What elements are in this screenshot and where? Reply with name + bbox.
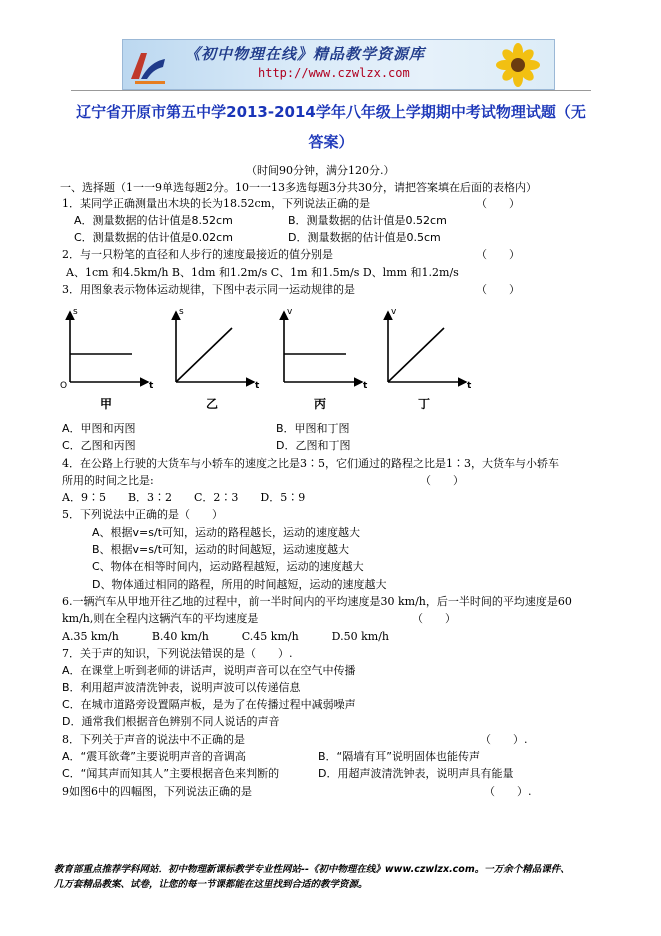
graph-3-y-label: v	[287, 307, 293, 317]
q1-option-d: D．测量数据的估计值是0.5cm	[288, 231, 441, 244]
question-1-stem: 1．某同学正确测量出木块的长为18.52cm，下列说法正确的是	[62, 197, 371, 210]
question-4-line-1: 4．在公路上行驶的大货车与小轿车的速度之比是3∶5，它们通过的路程之比是1∶3，大货车与小轿车	[62, 457, 559, 470]
q5-option-a: A、根据v=s/t可知，运动的路程越长，运动的速度越大	[92, 526, 360, 539]
question-1-blank: （ ）	[476, 197, 520, 210]
header-banner	[122, 39, 555, 90]
sunflower-icon	[488, 42, 548, 88]
q2-options: A、1cm 和4.5km/h B、1dm 和1.2m/s C、1m 和1.5m/s D、lmm 和1.2m/s	[66, 266, 459, 279]
q5-option-b: B、根据v=s/t可知，运动的时间越短，运动速度越大	[92, 543, 350, 556]
graph-1-y-label: s	[73, 307, 78, 317]
q4-options: A．9∶5 B．3∶2 C．2∶3 D．5∶9	[62, 491, 306, 504]
graph-2-name: 乙	[205, 397, 219, 411]
section-heading: 一、选择题（1一一9单选每题2分。10一一13多选每题3分共30分，请把答案填在后面的表格内）	[60, 181, 537, 194]
q8-option-c: C．“闻其声而知其人”主要根据音色来判断的	[62, 767, 280, 780]
graph-4-y-label: v	[391, 307, 397, 317]
graph-1-origin-label: O	[60, 381, 68, 391]
question-6-blank: （ ）	[412, 612, 456, 625]
q3-option-c: C．乙图和丙图	[62, 439, 136, 452]
exam-info: （时间90分钟，满分120分.）	[246, 164, 395, 177]
footer-line-1: 教育部重点推荐学科网站．初中物理新课标教学专业性网站--《初中物理在线》www.czwlzx.com。一万余个精品课件、	[54, 864, 570, 875]
graph-2-plot-line	[176, 328, 232, 382]
q8-option-d: D．用超声波清洗钟表，说明声具有能量	[318, 767, 514, 780]
question-2-blank: （ ）	[476, 248, 520, 261]
question-7-stem: 7．关于声的知识，下列说法错误的是（ ）.	[62, 647, 293, 660]
graph-3-name: 丙	[313, 397, 327, 411]
question-6-line-1: 6.一辆汽车从甲地开往乙地的过程中，前一半时间内的平均速度是30 km/h，后一半时间的平均速度是60	[62, 595, 572, 608]
page-footer	[54, 862, 634, 892]
question-8-stem: 8．下列关于声音的说法中不正确的是	[62, 733, 245, 746]
motion-graphs-figure	[58, 300, 498, 418]
q1-option-c: C．测量数据的估计值是0.02cm	[74, 231, 233, 244]
graph-2-x-label: t	[255, 381, 260, 391]
graph-3-x-label: t	[363, 381, 368, 391]
title-line-2: 答案）	[308, 133, 354, 151]
q5-option-c: C、物体在相等时间内，运动路程越短，运动的速度越大	[92, 560, 364, 573]
site-logo-icon	[125, 43, 169, 87]
page-title	[48, 97, 614, 157]
q8-option-b: B．“隔墙有耳”说明固体也能传声	[318, 750, 480, 763]
banner-title: 《初中物理在线》精品教学资源库	[185, 45, 426, 63]
graph-4-x-label: t	[467, 381, 472, 391]
graph-4-name: 丁	[417, 397, 431, 411]
q7-option-c: C．在城市道路旁设置隔声板，是为了在传播过程中减弱噪声	[62, 698, 356, 711]
question-3-blank: （ ）	[476, 283, 520, 296]
question-9-blank: （ ）.	[484, 785, 532, 798]
graph-2-y-label: s	[179, 307, 184, 317]
question-5-stem: 5．下列说法中正确的是（ ）	[62, 508, 223, 521]
q7-option-d: D．通常我们根据音色辨别不同人说话的声音	[62, 715, 280, 728]
question-8-blank: （ ）.	[480, 733, 528, 746]
q1-option-a: A．测量数据的估计值是8.52cm	[74, 214, 233, 227]
question-4-line-2: 所用的时间之比是:	[62, 474, 154, 487]
q7-option-a: A．在课堂上听到老师的讲话声，说明声音可以在空气中传播	[62, 664, 356, 677]
graph-4-plot-line	[388, 328, 444, 382]
banner-url[interactable]: http://www.czwlzx.com	[258, 66, 410, 80]
question-4-blank: （ ）	[420, 474, 464, 487]
header-rule	[71, 90, 591, 91]
q8-option-a: A．“震耳欲聋”主要说明声音的音调高	[62, 750, 246, 763]
q3-option-d: D．乙图和丁图	[276, 439, 351, 452]
q6-options: A.35 km/h B.40 km/h C.45 km/h D.50 km/h	[62, 630, 389, 643]
question-3-stem: 3．用图象表示物体运动规律，下图中表示同一运动规律的是	[62, 283, 355, 296]
q5-option-d: D、物体通过相同的路程，所用的时间越短，运动的速度越大	[92, 578, 387, 591]
graph-1-x-label: t	[149, 381, 154, 391]
title-line-1: 辽宁省开原市第五中学2013-2014学年八年级上学期期中考试物理试题（无	[76, 103, 586, 121]
q7-option-b: B．利用超声波清洗钟表，说明声波可以传递信息	[62, 681, 301, 694]
question-2-stem: 2．与一只粉笔的直径和人步行的速度最接近的值分别是	[62, 248, 333, 261]
footer-line-2: 几万套精品教案、试卷，让您的每一节课都能在这里找到合适的教学资源。	[54, 879, 368, 890]
q1-option-b: B．测量数据的估计值是0.52cm	[288, 214, 447, 227]
question-6-line-2: km/h,则在全程内这辆汽车的平均速度是	[62, 612, 259, 625]
graph-1-name: 甲	[99, 397, 113, 411]
q3-option-a: A．甲图和丙图	[62, 422, 136, 435]
question-9-stem: 9如图6中的四幅图，下列说法正确的是	[62, 785, 252, 798]
q3-option-b: B．甲图和丁图	[276, 422, 350, 435]
